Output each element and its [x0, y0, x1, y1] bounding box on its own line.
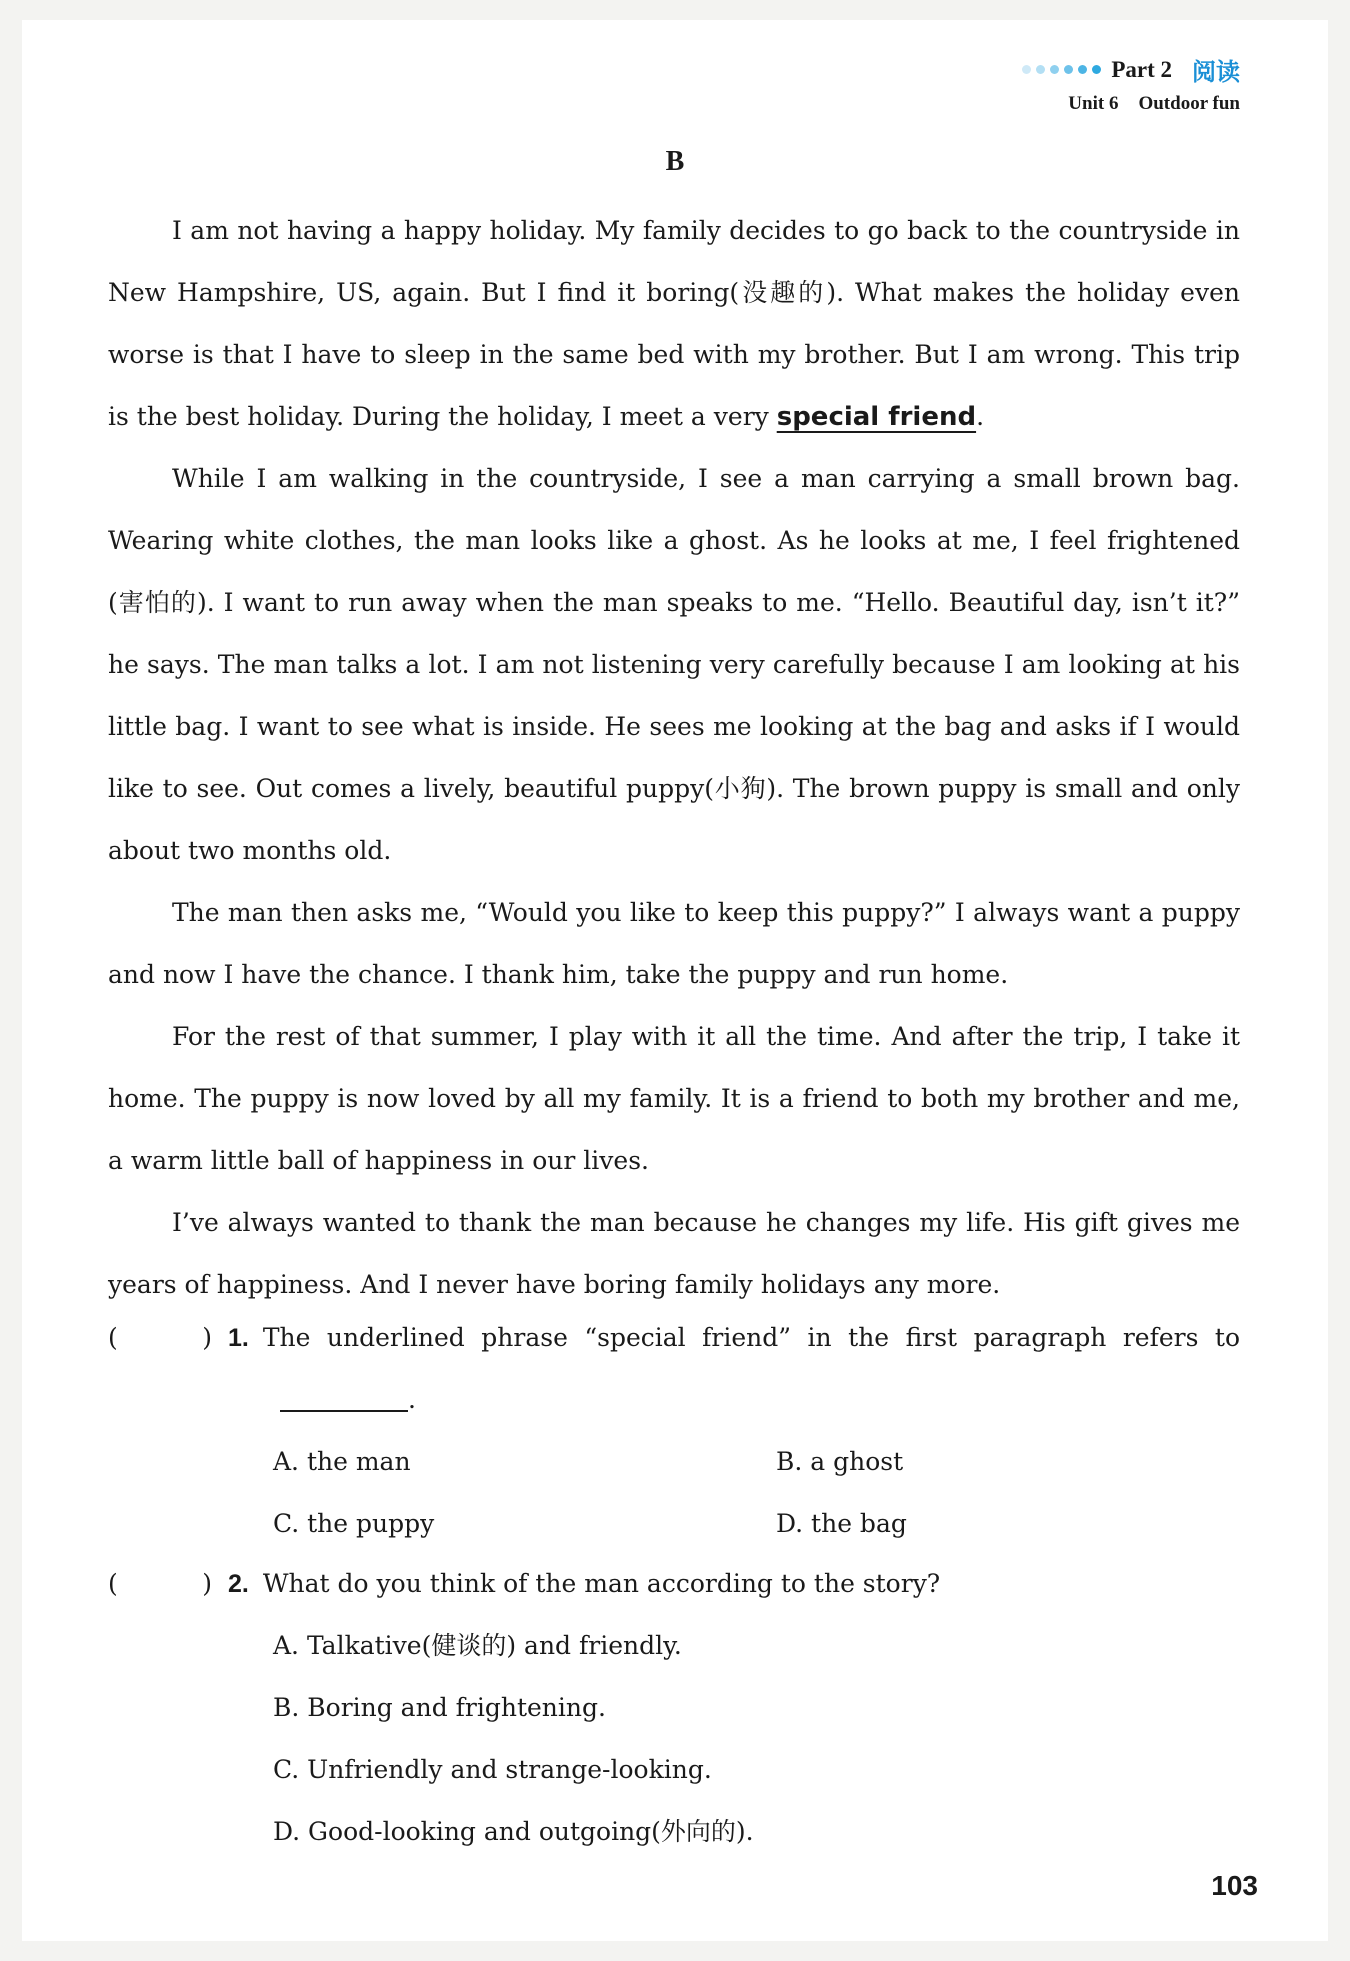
paragraph-5: I’ve always wanted to thank the man because he changes my life. His gift gives me years of happiness. And I never have boring family holidays any more.: [108, 1208, 1240, 1299]
option-a[interactable]: A. the man: [273, 1447, 411, 1476]
bracket-open: (: [108, 1323, 118, 1352]
option-c[interactable]: C. the puppy: [273, 1509, 435, 1538]
options-list: [273, 1431, 1240, 1555]
bracket-close: ): [202, 1569, 212, 1598]
dot-icon: [1092, 65, 1101, 74]
options-list: [273, 1615, 1240, 1863]
underlined-phrase: special friend: [776, 402, 977, 432]
unit-label: Unit 6: [1068, 93, 1119, 114]
dot-icon: [1022, 65, 1031, 74]
decorative-dots: [1022, 65, 1101, 74]
answer-blank[interactable]: [280, 1388, 408, 1412]
reading-passage: [108, 200, 1240, 1316]
dot-icon: [1036, 65, 1045, 74]
option-a[interactable]: A. Talkative(健谈的) and friendly.: [273, 1631, 682, 1660]
paragraph-4: For the rest of that summer, I play with it all the time. And after the trip, I take it home. The puppy is now loved by all my family. It is a friend to both my brother and me, a warm little ball of happiness in our lives.: [108, 1022, 1240, 1175]
paragraph-1-end: .: [976, 402, 985, 431]
page-number: 103: [1211, 1870, 1258, 1901]
dot-icon: [1078, 65, 1087, 74]
question-number: 1.: [228, 1324, 249, 1352]
dot-icon: [1050, 65, 1059, 74]
paragraph-1-text: I am not having a happy holiday. My family decides to go back to the countryside in New Hampshire, US, again. But I find it boring(没趣的). What makes the holiday even worse is that I have to sleep in the same bed with my brother. But I am wrong. This trip is the best holiday. During the holiday, I meet a very: [108, 216, 1240, 431]
question-text: What do you think of the man according to the story?: [262, 1569, 941, 1598]
question-2: [108, 1553, 1240, 1863]
answer-blank-line: [280, 1369, 1240, 1431]
paragraph-3: The man then asks me, “Would you like to keep this puppy?” I always want a puppy and now I have the chance. I thank him, take the puppy and run home.: [108, 898, 1240, 989]
bracket-open: (: [108, 1569, 118, 1598]
dot-icon: [1064, 65, 1073, 74]
page-header: [1022, 52, 1240, 115]
question-text: The underlined phrase “special friend” in the first paragraph refers to: [262, 1323, 1240, 1352]
option-d[interactable]: D. Good-looking and outgoing(外向的).: [273, 1817, 754, 1846]
question-1: [108, 1307, 1240, 1555]
answer-bracket[interactable]: [108, 1307, 228, 1369]
option-b[interactable]: B. a ghost: [776, 1447, 904, 1476]
header-top-line: [1022, 52, 1240, 87]
option-b[interactable]: B. Boring and frightening.: [273, 1693, 606, 1722]
answer-bracket[interactable]: [108, 1553, 228, 1615]
unit-title: Outdoor fun: [1138, 93, 1240, 114]
section-cn-label: 阅读: [1192, 58, 1240, 86]
question-row: [108, 1307, 1240, 1369]
option-d[interactable]: D. the bag: [776, 1509, 907, 1538]
unit-line: [1022, 93, 1240, 115]
paragraph-1: [108, 200, 1240, 448]
question-row: [108, 1553, 1240, 1615]
paragraph-2: While I am walking in the countryside, I see a man carrying a small brown bag. Wearing white clothes, the man looks like a ghost. As he looks at me, I feel frightened (害怕的). I want to run away when the man speaks to me. “Hello. Beautiful day, isn’t it?” he says. The man talks a lot. I am not listening very carefully because I am looking at his little bag. I want to see what is inside. He sees me looking at the bag and asks if I would like to see. Out comes a lively, beautiful puppy(小狗). The brown puppy is small and only about two months old.: [108, 464, 1240, 865]
bracket-close: ): [202, 1323, 212, 1352]
option-c[interactable]: C. Unfriendly and strange-looking.: [273, 1755, 712, 1784]
part-label: Part 2: [1111, 56, 1172, 82]
blank-period: .: [408, 1385, 416, 1414]
section-title: B: [665, 146, 685, 177]
question-number: 2.: [228, 1570, 249, 1598]
